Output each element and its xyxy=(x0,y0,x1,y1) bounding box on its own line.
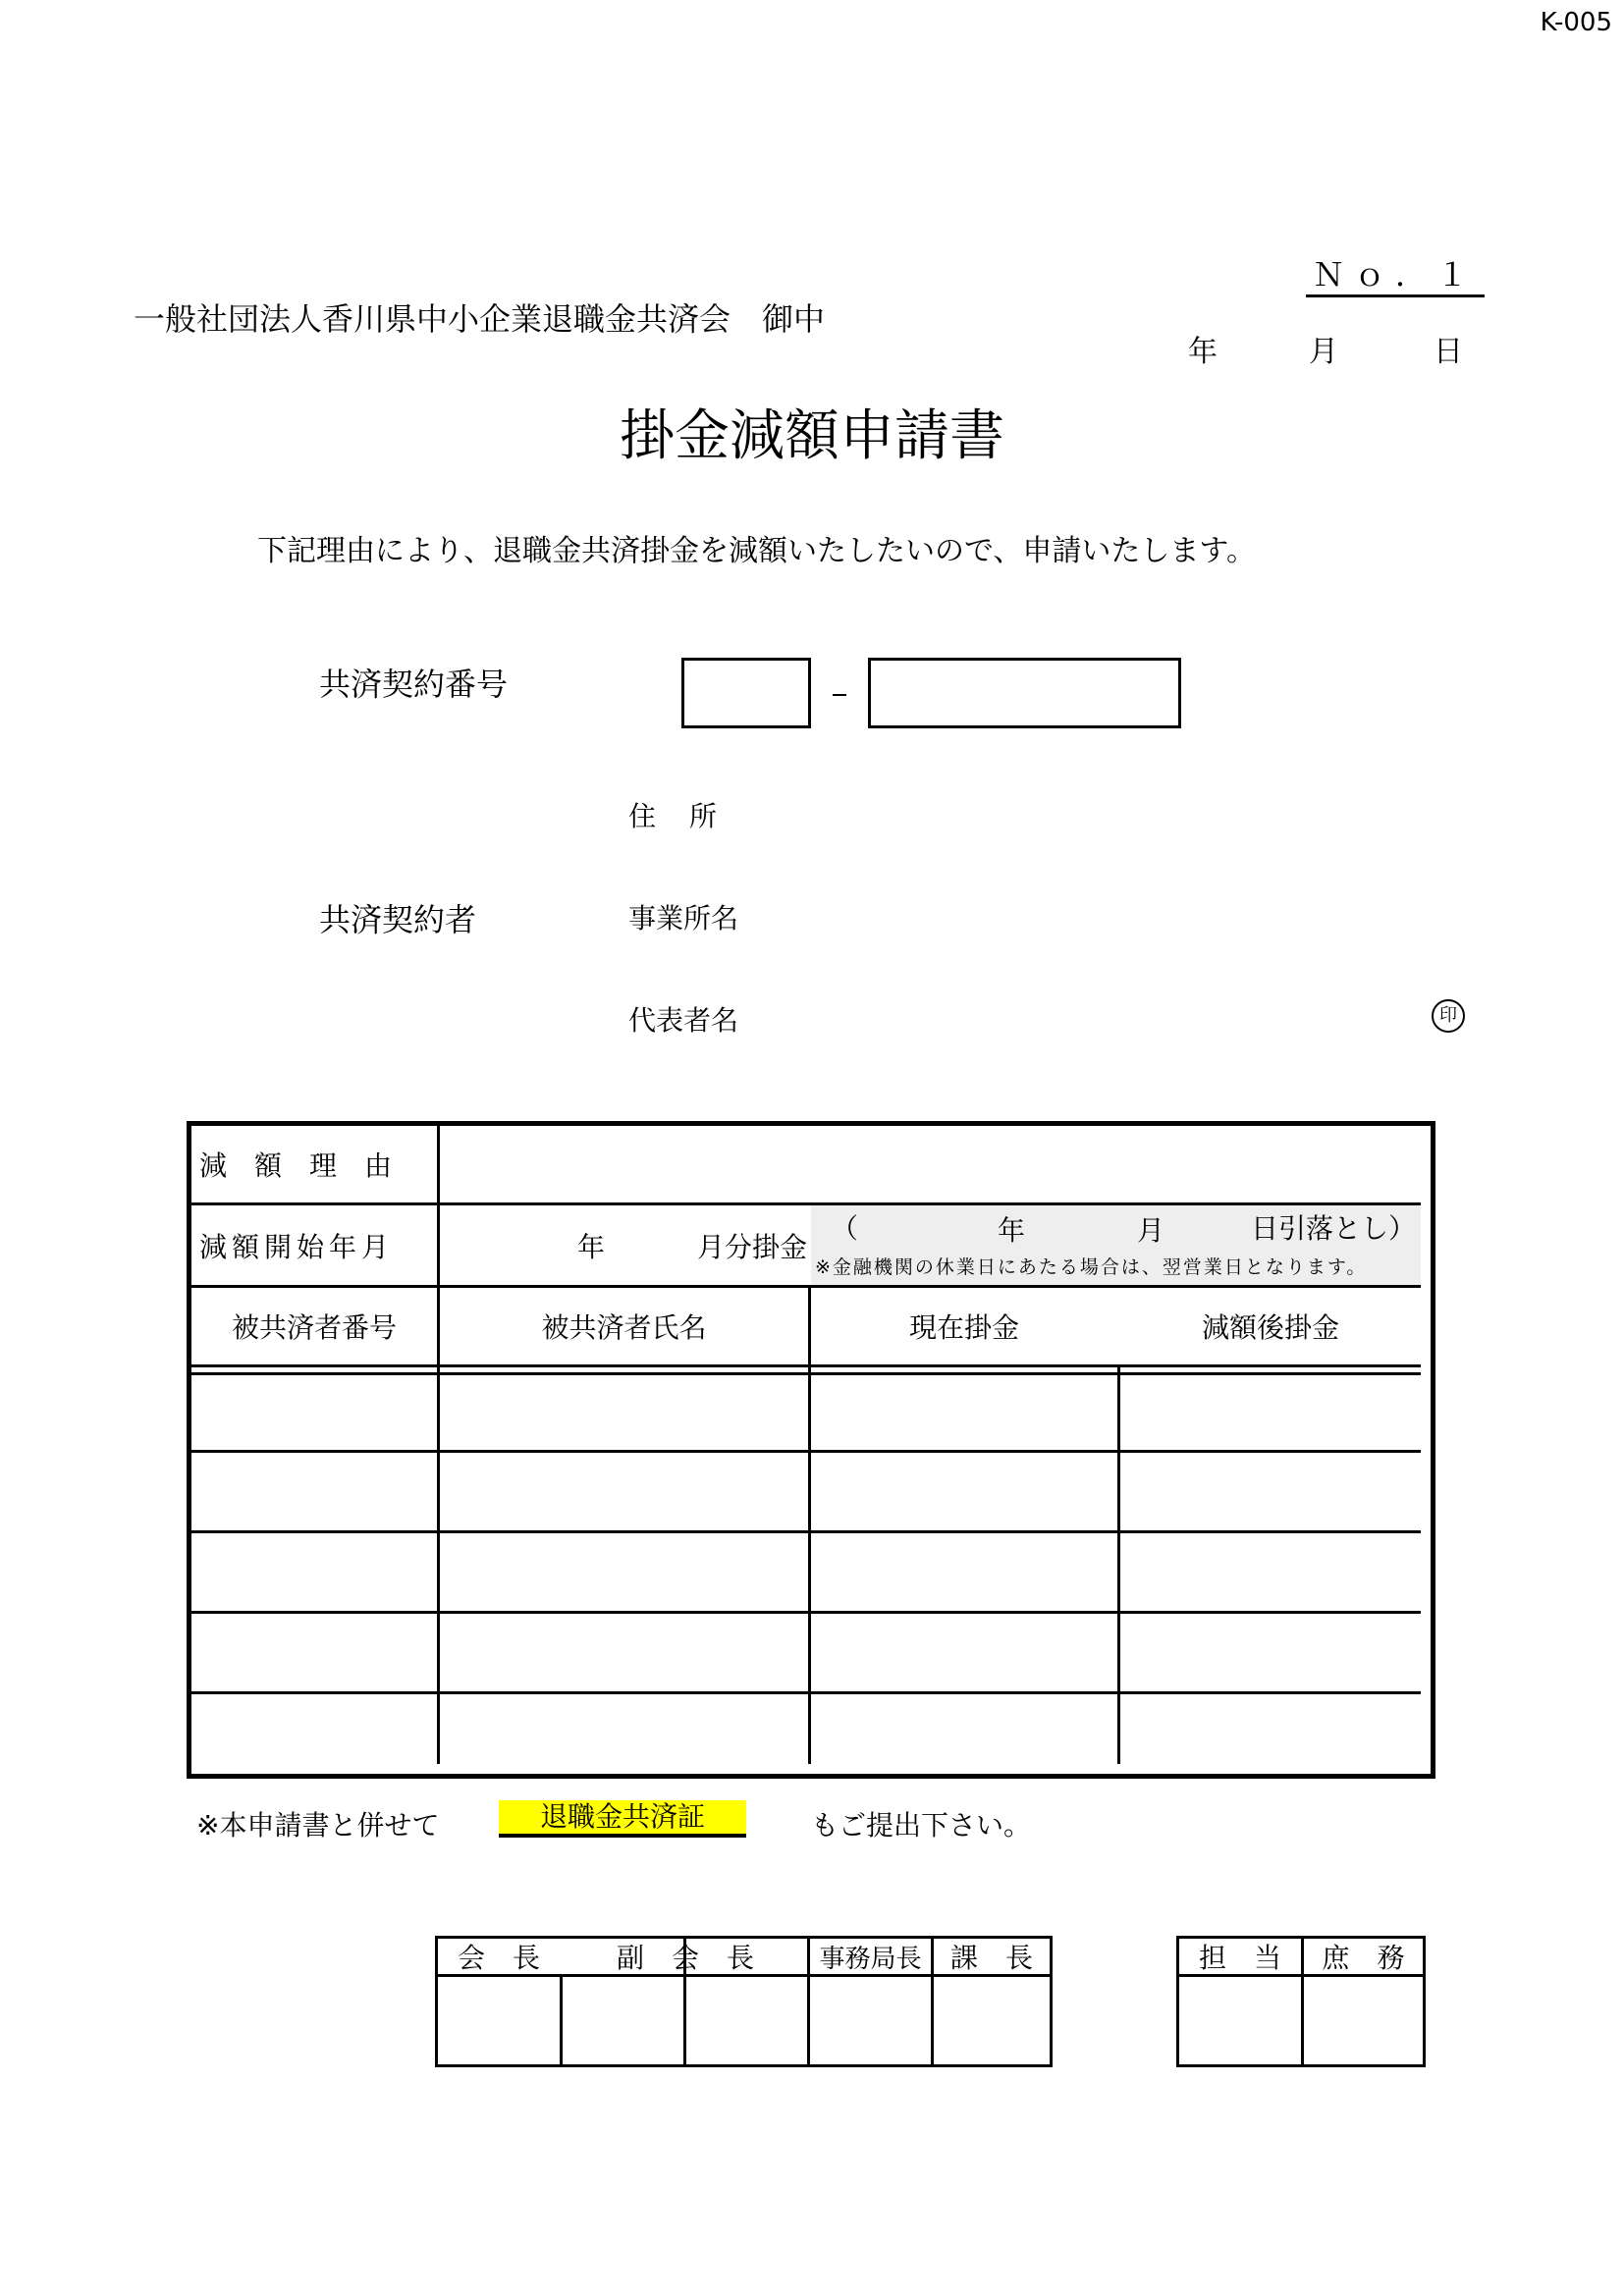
date-day-label: 日 xyxy=(1434,335,1463,369)
start-month-unit: 月分掛金 xyxy=(697,1230,808,1263)
date-month-label: 月 xyxy=(1309,335,1338,369)
debit-day-unit: 日引落とし） xyxy=(1251,1212,1417,1245)
insured-number-cell[interactable] xyxy=(191,1614,437,1691)
debit-note: ※金融機関の休業日にあたる場合は、翌営業日となります。 xyxy=(815,1256,1368,1278)
chairman-stamp-cell[interactable] xyxy=(438,1977,560,2064)
intro-text: 下記理由により、退職金共済掛金を減額いたしたいので、申請いたします。 xyxy=(257,534,1256,568)
debit-open-paren: （ xyxy=(831,1212,859,1245)
insured-number-cell[interactable] xyxy=(191,1694,437,1764)
section-chief-header: 課 長 xyxy=(949,1942,1033,1974)
current-premium-cell[interactable] xyxy=(811,1694,1117,1764)
vice-chairman-stamp-cell[interactable] xyxy=(686,1977,807,2064)
contract-number-field-1[interactable] xyxy=(681,658,811,728)
date-year-label: 年 xyxy=(1188,335,1218,369)
chairman-header: 会 長 xyxy=(457,1942,540,1974)
staff-in-charge-stamp-cell[interactable] xyxy=(1179,1977,1301,2064)
general-affairs-header: 庶 務 xyxy=(1322,1942,1405,1974)
staff-in-charge-header: 担 当 xyxy=(1198,1942,1281,1974)
section-chief-stamp-cell[interactable] xyxy=(934,1977,1050,2064)
contract-number-separator xyxy=(833,694,846,696)
reduced-premium-cell[interactable] xyxy=(1120,1453,1421,1530)
approval-stamp-table xyxy=(435,1936,1053,2067)
current-premium-cell[interactable] xyxy=(811,1375,1117,1450)
insured-name-cell[interactable] xyxy=(440,1614,808,1691)
insured-name-cell[interactable] xyxy=(440,1375,808,1450)
column-header-current-premium: 現在掛金 xyxy=(908,1311,1019,1344)
form-code: K-005 xyxy=(1540,8,1612,37)
footer-note-end: もご提出下さい。 xyxy=(811,1809,1032,1842)
staff-stamp-table xyxy=(1176,1936,1426,2067)
reason-label: 減 額 理 由 xyxy=(199,1149,393,1182)
secretary-general-stamp-cell[interactable] xyxy=(810,1977,931,2064)
footer-note: ※本申請書と併せて xyxy=(196,1809,440,1842)
reduced-premium-cell[interactable] xyxy=(1120,1533,1421,1611)
representative-label: 代表者名 xyxy=(628,1004,739,1037)
address-label: 住所 xyxy=(628,800,751,832)
office-name-label: 事業所名 xyxy=(628,902,739,934)
contractor-label: 共済契約者 xyxy=(319,901,477,938)
contract-number-field-2[interactable] xyxy=(868,658,1181,728)
column-header-insured-name: 被共済者氏名 xyxy=(541,1311,707,1344)
insured-number-cell[interactable] xyxy=(191,1375,437,1450)
reduced-premium-cell[interactable] xyxy=(1120,1375,1421,1450)
start-year-unit: 年 xyxy=(577,1230,606,1263)
reason-field[interactable] xyxy=(440,1126,1421,1202)
debit-month-unit: 月 xyxy=(1137,1214,1165,1247)
secretary-general-header: 事務局長 xyxy=(819,1944,922,1974)
debit-date-cell[interactable] xyxy=(811,1205,1421,1285)
start-month-label: 減額開始年月 xyxy=(199,1230,395,1263)
general-affairs-stamp-cell[interactable] xyxy=(1304,1977,1423,2064)
reduced-premium-cell[interactable] xyxy=(1120,1614,1421,1691)
insured-name-cell[interactable] xyxy=(440,1694,808,1764)
insured-name-cell[interactable] xyxy=(440,1453,808,1530)
start-month-field[interactable] xyxy=(440,1205,808,1285)
current-premium-cell[interactable] xyxy=(811,1453,1117,1530)
table-rule xyxy=(191,1364,1421,1367)
seal-icon: 印 xyxy=(1432,999,1465,1033)
insured-number-cell[interactable] xyxy=(191,1533,437,1611)
reduction-table xyxy=(187,1121,1435,1779)
certificate-highlight: 退職金共済証 xyxy=(499,1800,746,1838)
contract-number-label: 共済契約番号 xyxy=(319,666,509,703)
column-header-reduced-premium: 減額後掛金 xyxy=(1201,1311,1339,1344)
insured-number-cell[interactable] xyxy=(191,1453,437,1530)
insured-name-cell[interactable] xyxy=(440,1533,808,1611)
column-header-insured-number: 被共済者番号 xyxy=(231,1311,397,1344)
vice-chairman-header: 副 会 長 xyxy=(616,1942,754,1974)
addressee: 一般社団法人香川県中小企業退職金共済会 御中 xyxy=(134,300,826,338)
current-premium-cell[interactable] xyxy=(811,1614,1117,1691)
debit-year-unit: 年 xyxy=(998,1214,1026,1247)
current-premium-cell[interactable] xyxy=(811,1533,1117,1611)
reduced-premium-cell[interactable] xyxy=(1120,1694,1421,1764)
vice-chairman-stamp-cell[interactable] xyxy=(563,1977,683,2064)
document-number: Ｎｏ．１ xyxy=(1306,257,1485,297)
page-title: 掛金減額申請書 xyxy=(620,404,1004,468)
